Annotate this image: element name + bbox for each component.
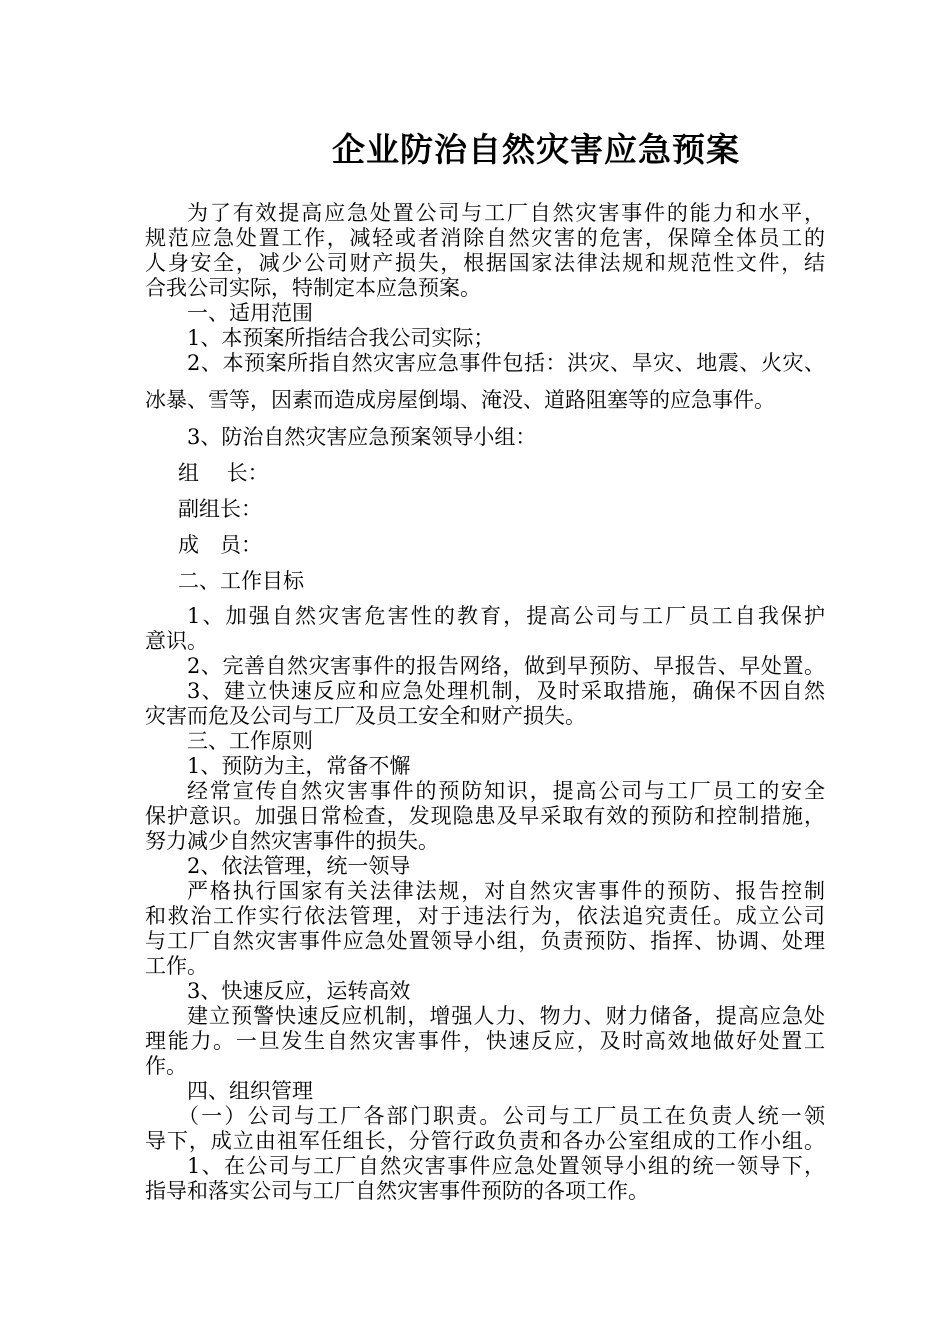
list-item: 1、本预案所指结合我公司实际； xyxy=(187,326,495,350)
paragraph-line: 与工厂自然灾害事件应急处置领导小组，负责预防、指挥、协调、处理 xyxy=(145,929,825,953)
list-item: 1、加强自然灾害危害性的教育，提高公司与工厂员工自我保护 xyxy=(187,604,825,628)
paragraph-line: 意识。 xyxy=(145,629,208,653)
section-heading: 二、工作目标 xyxy=(178,569,304,593)
list-item: 2、依法管理，统一领导 xyxy=(187,854,411,878)
members-label: 成 员： xyxy=(178,533,262,557)
paragraph-line: 严格执行国家有关法律法规，对自然灾害事件的预防、报告控制 xyxy=(187,879,825,903)
document-title: 企业防治自然灾害应急预案 xyxy=(332,130,740,169)
list-item: 3、建立快速反应和应急处理机制，及时采取措施，确保不因自然 xyxy=(187,679,825,703)
section-heading: 三、工作原则 xyxy=(187,729,313,753)
list-item: 2、本预案所指自然灾害应急事件包括：洪灾、旱灾、地震、火灾、 xyxy=(187,351,825,375)
paragraph-line: 冰暴、雪等，因素而造成房屋倒塌、淹没、道路阻塞等的应急事件。 xyxy=(145,388,775,412)
list-item: 1、在公司与工厂自然灾害事件应急处置领导小组的统一领导下， xyxy=(187,1154,825,1178)
list-item: 3、快速反应，运转高效 xyxy=(187,979,411,1003)
list-item: 2、完善自然灾害事件的报告网络，做到早预防、早报告、早处置。 xyxy=(187,654,825,678)
section-heading: 四、组织管理 xyxy=(187,1079,313,1103)
deputy-leader-label: 副组长： xyxy=(178,497,262,521)
list-item: 1、预防为主，常备不懈 xyxy=(187,754,411,778)
paragraph-line: 为了有效提高应急处置公司与工厂自然灾害事件的能力和水平， xyxy=(187,201,825,225)
paragraph-line: 灾害而危及公司与工厂及员工安全和财产损失。 xyxy=(145,704,586,728)
section-heading: 一、适用范围 xyxy=(187,301,313,325)
paragraph-line: 保护意识。加强日常检查，发现隐患及早采取有效的预防和控制措施， xyxy=(145,804,825,828)
paragraph-line: 人身安全，减少公司财产损失，根据国家法律法规和规范性文件，结 xyxy=(145,251,825,275)
paragraph-line: （一）公司与工厂各部门职责。公司与工厂员工在负责人统一领 xyxy=(178,1104,825,1128)
paragraph-line: 作。 xyxy=(145,1054,187,1078)
paragraph-line: 理能力。一旦发生自然灾害事件，快速反应，及时高效地做好处置工 xyxy=(145,1029,825,1053)
list-item: 3、防治自然灾害应急预案领导小组： xyxy=(187,425,537,449)
paragraph-line: 建立预警快速反应机制，增强人力、物力、财力储备，提高应急处 xyxy=(187,1004,825,1028)
paragraph-line: 导下，成立由祖军任组长，分管行政负责和各办公室组成的工作小组。 xyxy=(145,1129,825,1153)
paragraph-line: 和救治工作实行依法管理，对于违法行为，依法追究责任。成立公司 xyxy=(145,904,825,928)
paragraph-line: 规范应急处置工作，减轻或者消除自然灾害的危害，保障全体员工的 xyxy=(145,226,825,250)
paragraph-line: 经常宣传自然灾害事件的预防知识，提高公司与工厂员工的安全 xyxy=(187,779,825,803)
group-leader-label: 组 长： xyxy=(178,461,269,485)
paragraph-line: 合我公司实际，特制定本应急预案。 xyxy=(145,276,481,300)
paragraph-line: 工作。 xyxy=(145,954,208,978)
paragraph-line: 指导和落实公司与工厂自然灾害事件预防的各项工作。 xyxy=(145,1179,649,1203)
paragraph-line: 努力减少自然灾害事件的损失。 xyxy=(145,829,439,853)
